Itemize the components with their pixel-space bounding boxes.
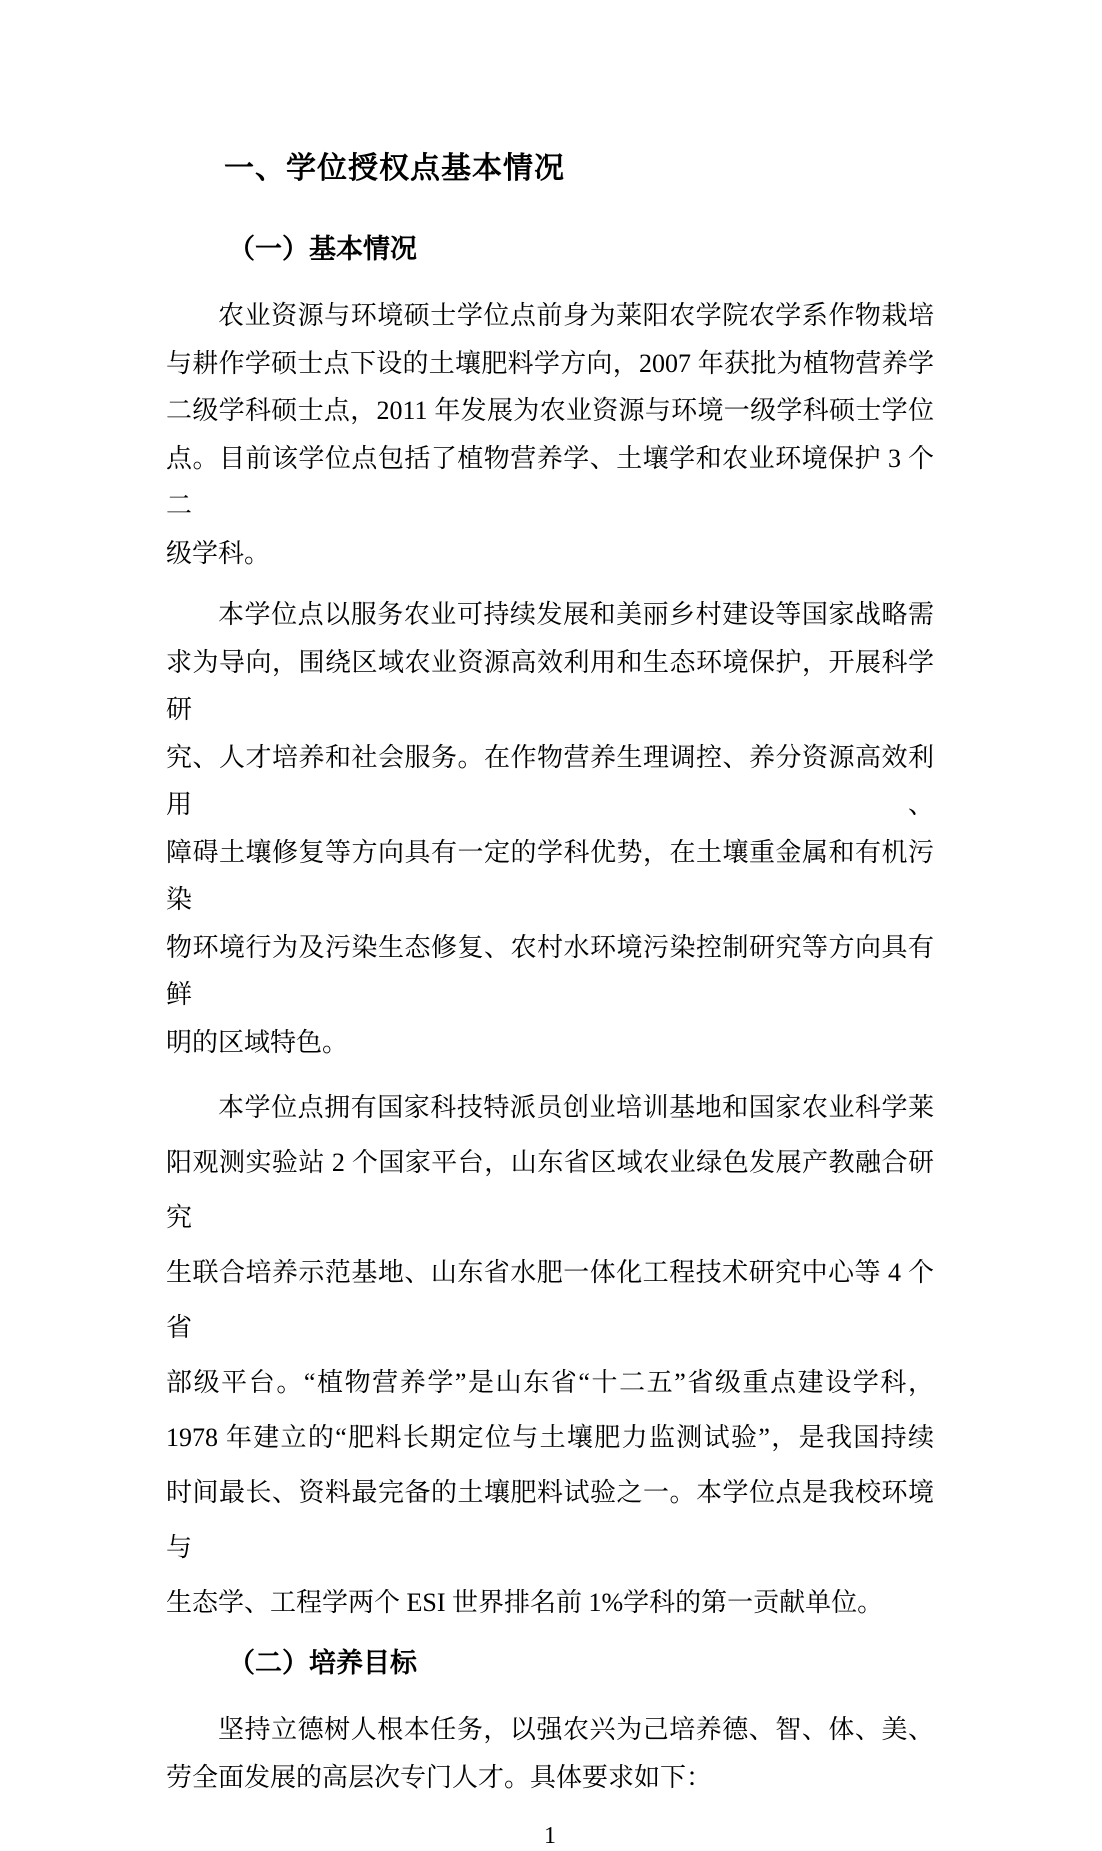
body-line: 劳全面发展的高层次专门人才。具体要求如下：	[166, 1762, 713, 1792]
body-line: 二级学科硕士点，2011 年发展为农业资源与环境一级学科硕士学位	[166, 396, 934, 425]
paragraph-training-goal	[166, 1706, 934, 1801]
doc-title: 一、学位授权点基本情况	[224, 152, 565, 185]
paragraph-platforms	[166, 1080, 934, 1630]
body-line: 生态学、工程学两个 ESI 世界排名前 1%学科的第一贡献单位。	[166, 1588, 884, 1617]
body-line: 级学科。	[166, 538, 271, 568]
body-line: 坚持立德树人根本任务，以强农兴为己培养德、智、体、美、	[218, 1715, 934, 1744]
body-line: 1978 年建立的“肥料长期定位与土壤肥力监测试验”，是我国持续	[166, 1423, 934, 1452]
body-line: 生联合培养示范基地、山东省水肥一体化工程技术研究中心等 4 个省	[166, 1258, 934, 1342]
body-line: 部级平台。“植物营养学”是山东省“十二五”省级重点建设学科，	[166, 1368, 934, 1397]
subsection-heading-training-goal: （二）培养目标	[228, 1648, 417, 1678]
body-line: 阳观测实验站 2 个国家平台，山东省区域农业绿色发展产教融合研究	[166, 1148, 934, 1232]
body-line: 农业资源与环境硕士学位点前身为莱阳农学院农学系作物栽培	[218, 301, 934, 330]
body-line: 物环境行为及污染生态修复、农村水环境污染控制研究等方向具有鲜	[166, 932, 934, 1009]
paragraph-orientation	[166, 591, 934, 1066]
body-line: 本学位点以服务农业可持续发展和美丽乡村建设等国家战略需	[218, 600, 934, 629]
body-line: 时间最长、资料最完备的土壤肥料试验之一。本学位点是我校环境与	[166, 1478, 934, 1562]
body-line: 本学位点拥有国家科技特派员创业培训基地和国家农业科学莱	[218, 1093, 934, 1122]
body-line: 求为导向，围绕区域农业资源高效利用和生态环境保护，开展科学研	[166, 647, 934, 724]
paragraph-history	[166, 292, 934, 577]
body-line: 点。目前该学位点包括了植物营养学、土壤学和农业环境保护 3 个二	[166, 443, 934, 520]
subsection-heading-basic-info: （一）基本情况	[228, 234, 417, 264]
body-line: 障碍土壤修复等方向具有一定的学科优势，在土壤重金属和有机污染	[166, 837, 934, 914]
body-line: 与耕作学硕士点下设的土壤肥料学方向，2007 年获批为植物营养学	[166, 348, 934, 378]
body-line: 究、人才培养和社会服务。在作物营养生理调控、养分资源高效利用、	[166, 742, 934, 819]
body-line: 明的区域特色。	[166, 1027, 349, 1057]
page-number: 1	[544, 1823, 556, 1849]
